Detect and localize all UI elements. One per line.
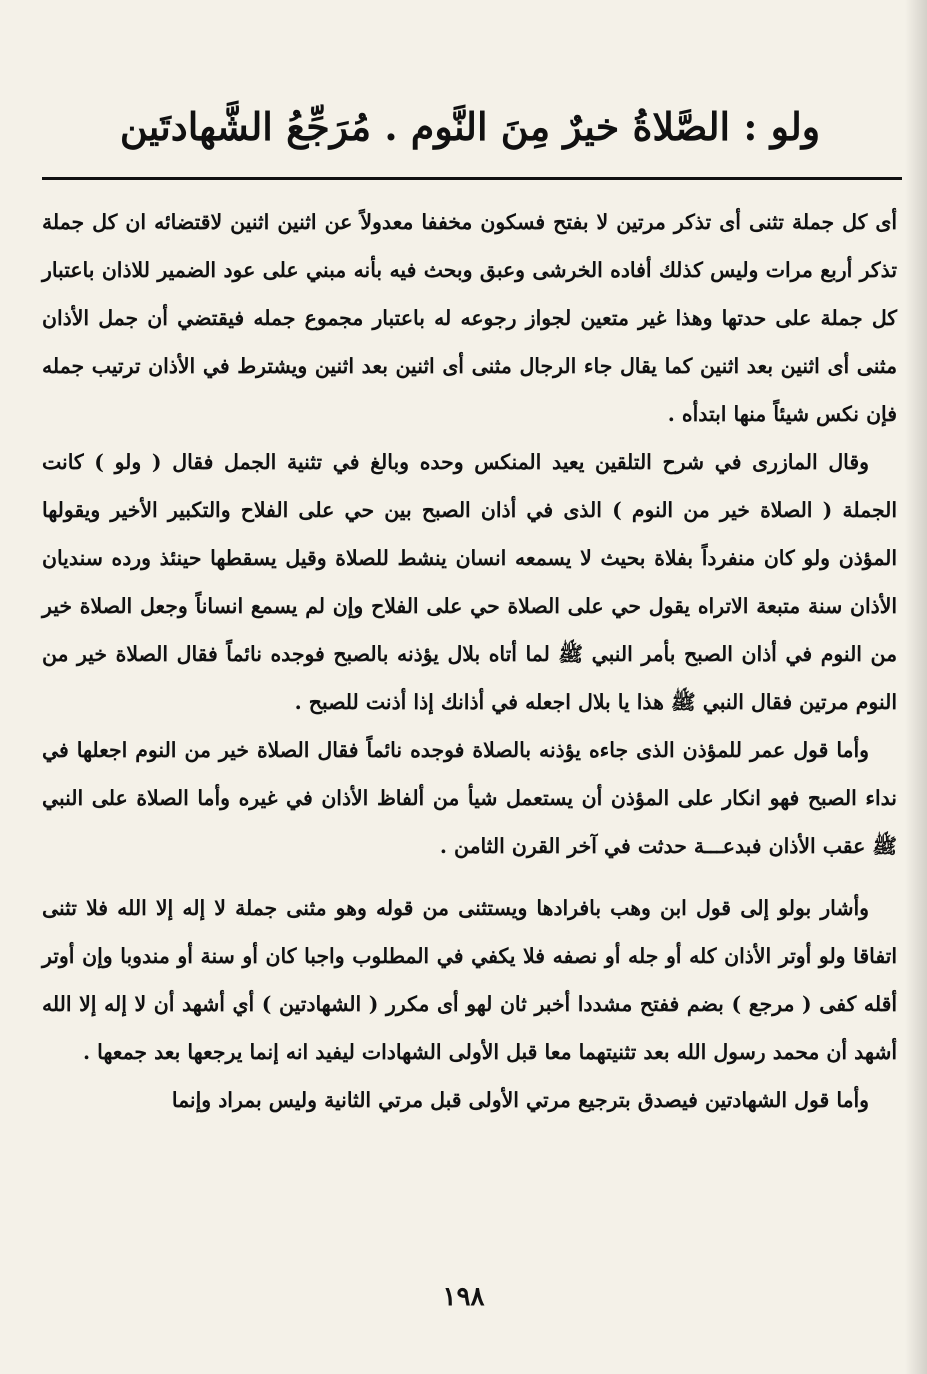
heading-divider [42, 177, 902, 180]
section-heading: ولو : الصَّلاةُ خيرٌ مِنَ النَّوم . مُرَجِّعُ الشَّهادتَين [119, 104, 821, 149]
paragraph-5: وأما قول الشهادتين فيصدق بترجيع مرتي الأولى قبل مرتي الثانية وليس بمراد وإنما [171, 1088, 869, 1112]
paragraph-3: وأما قول عمر للمؤذن الذى جاءه يؤذنه بالصلاة فوجده نائماً فقال الصلاة خير من النوم اجعلها في نداء الصبح فهو انكار على المؤذن أن يستعمل شيأ من ألفاظ الأذان في غيره وأما الصلاة على النبي ﷺ عقب الأذان فبدعـــة حدثت في آخر القرن الثامن . [42, 738, 897, 858]
paragraph-4: وأشار بولو إلى قول ابن وهب بافرادها ويستثنى من قوله وهو مثنى جملة لا إله إلا الله فلا تثنى اتفاقا ولو أوتر الأذان كله أو جله أو نصفه فلا يكفي في المطلوب واجبا كان أو سنة أو مندوبا وإن أوتر أقله كفى ( مرجع ) بضم ففتح مشددا أخبر ثان لهو أى مكرر ( الشهادتين ) أي أشهد أن لا إله إلا الله أشهد أن محمد رسول الله بعد تثنيتهما معا قبل الأولى الشهادات ليفيد انه إنما يرجعها بعد جمعها . [42, 896, 897, 1064]
page-number: ١٩٨ [442, 1282, 485, 1312]
paragraph-1: أى كل جملة تثنى أى تذكر مرتين لا بفتح فسكون مخففا معدولاً عن اثنين اثنين لاقتضائه ان كل جملة تذكر أربع مرات وليس كذلك أفاده الخرشى وعبق وبحث فيه بأنه مبني على عود الضمير للاذان باعتبار كل جملة على حدتها وهذا غير متعين لجواز رجوعه له باعتبار مجموع جمله فيقتضي أن جمل الأذان مثنى أى اثنين بعد اثنين كما يقال جاء الرجال مثنى أى اثنين بعد اثنين ويشترط في الأذان ترتيب جمله فإن نكس شيئاً منها ابتدأه . [42, 210, 897, 426]
body-text [42, 198, 897, 1124]
paragraph-2: وقال المازرى في شرح التلقين يعيد المنكس وحده وبالغ في تثنية الجمل فقال ( ولو ) كانت الجملة ( الصلاة خير من النوم ) الذى في أذان الصبح بين حي على الفلاح والتكبير الأخير ويقولها المؤذن ولو كان منفرداً بفلاة بحيث لا يسمعه انسان ينشط للصلاة وقيل يسقطها حينئذ ورده سنديان الأذان سنة متبعة الاتراه يقول حي على الصلاة حي على الفلاح وإن لم يسمع انساناً وجعل الصلاة خير من النوم في أذان الصبح بأمر النبي ﷺ لما أتاه بلال يؤذنه بالصبح فوجده نائماً فقال الصلاة خير من النوم مرتين فقال النبي ﷺ هذا يا بلال اجعله في أذانك إذا أذنت للصبح . [42, 450, 897, 714]
scan-edge-shadow [905, 0, 927, 1374]
